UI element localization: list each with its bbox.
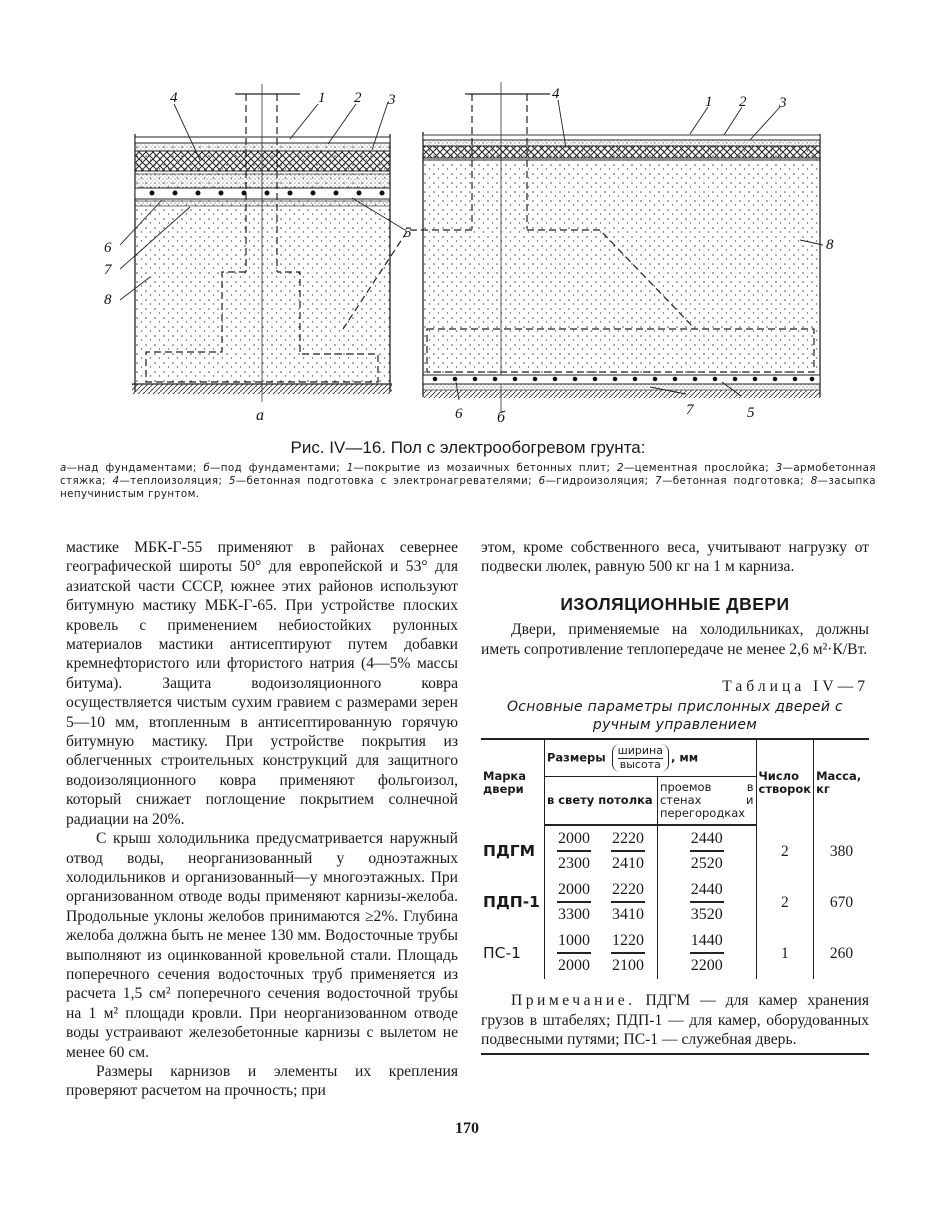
paragraph: Размеры карнизов и элементы их крепления проверяют расчетом на прочность; при bbox=[66, 1062, 458, 1100]
svg-text:8: 8 bbox=[826, 237, 834, 253]
legend-key: 4 bbox=[112, 475, 120, 487]
size-fraction-width: ширина bbox=[617, 744, 663, 758]
header-sizes-label: Размеры bbox=[546, 750, 606, 765]
height: 3300 bbox=[557, 906, 590, 924]
legend-key: 6 bbox=[538, 475, 546, 487]
height: 2300 bbox=[557, 855, 590, 873]
figure-legend bbox=[60, 462, 876, 501]
legend-key: 5 bbox=[228, 475, 236, 487]
legend-text: —гидроизоляция; bbox=[545, 475, 656, 487]
svg-text:4: 4 bbox=[552, 86, 560, 102]
height: 2410 bbox=[611, 855, 644, 873]
svg-text:1: 1 bbox=[705, 94, 713, 110]
fraction bbox=[557, 931, 591, 976]
figure-title: Рис. IV—16. Пол с электрообогревом грунта: bbox=[290, 438, 646, 457]
width: 2000 bbox=[557, 880, 591, 903]
svg-text:3: 3 bbox=[388, 92, 396, 108]
legend-text: —цементная прослойка; bbox=[623, 462, 776, 474]
svg-text:3: 3 bbox=[779, 95, 787, 111]
table-label: Таблица IV—7 bbox=[722, 678, 869, 696]
width: 2000 bbox=[557, 829, 591, 852]
legend-text: —теплоизоляция; bbox=[119, 475, 229, 487]
door-mark: ПС-1 bbox=[481, 928, 544, 979]
legend-key: 7 bbox=[655, 475, 663, 487]
fraction bbox=[690, 829, 724, 874]
table-row bbox=[481, 928, 869, 979]
clear-size bbox=[544, 877, 657, 928]
svg-text:5: 5 bbox=[747, 405, 755, 421]
svg-text:8: 8 bbox=[104, 292, 112, 308]
header-leaves: Число створок bbox=[756, 739, 814, 825]
table-row bbox=[481, 877, 869, 928]
legend-text: —засыпка непучинистым грунтом. bbox=[60, 475, 876, 500]
width: 1440 bbox=[690, 931, 724, 954]
legend-text: —бетонная подготовка; bbox=[662, 475, 811, 487]
size-unit: , мм bbox=[670, 750, 699, 765]
paragraph: Двери, применяемые на холодильниках, должны иметь сопротивление теплопередаче не менее 2,6 м²·К/Вт. bbox=[481, 621, 869, 658]
width: 2440 bbox=[690, 829, 724, 852]
width: 1220 bbox=[611, 931, 645, 954]
height: 3410 bbox=[611, 906, 644, 924]
opening-size bbox=[657, 825, 756, 877]
legend-key: 8 bbox=[810, 475, 818, 487]
fraction bbox=[611, 931, 645, 976]
leaves-count: 2 bbox=[756, 877, 814, 928]
paragraph: этом, кроме собственного веса, учитывают нагрузку от подвески люлек, равную 500 кг на 1 м карниза. bbox=[481, 539, 869, 576]
table-note bbox=[481, 991, 869, 1054]
paragraph: С крыш холодильника предусматривается наружный отвод воды, неорганизованный у одноэтажных холодильников и организованный—у многоэтажных. При организованном отводе воды применяют карнизы-желоба. Продольные уклоны желобов принимаются ≥2%. Глубина желоба должна быть не менее 130 мм. Водосточные трубы выполняют из оцинкованной кровельной стали. Площадь поперечного сечения водосточных труб применяется из расчета 1,5 см² поперечного сечения водосточной трубы на 1 м² площади кровли. При неорганизованном отводе воды устраивают железобетонные карнизы с вылетом не менее 60 см. bbox=[66, 830, 458, 1061]
legend-key: 2 bbox=[617, 462, 624, 474]
height: 3520 bbox=[690, 906, 723, 924]
header-mass: Масса, кг bbox=[816, 768, 862, 796]
legend-text: —бетонная подготовка с электронагревателями; bbox=[235, 475, 539, 487]
svg-text:5: 5 bbox=[404, 225, 412, 241]
fraction bbox=[690, 931, 724, 976]
header-clear-size: в свету потолка bbox=[544, 777, 657, 826]
clear-size bbox=[544, 928, 657, 979]
door-mark: ПДП-1 bbox=[481, 877, 544, 928]
svg-text:6: 6 bbox=[455, 406, 463, 422]
height: 2000 bbox=[557, 957, 590, 975]
svg-text:а: а bbox=[256, 407, 264, 424]
floor-section-drawing bbox=[90, 82, 850, 432]
svg-text:7: 7 bbox=[104, 262, 112, 278]
fraction bbox=[557, 829, 591, 874]
svg-text:б: б bbox=[497, 409, 506, 426]
width: 2220 bbox=[611, 829, 645, 852]
height: 2100 bbox=[611, 957, 644, 975]
left-column bbox=[66, 538, 458, 1101]
legend-text: —под фундаментами; bbox=[210, 462, 347, 474]
table-row bbox=[481, 825, 869, 877]
section-heading: ИЗОЛЯЦИОННЫЕ ДВЕРИ bbox=[560, 593, 790, 614]
leaves-count: 2 bbox=[756, 825, 814, 877]
doors-table bbox=[481, 738, 869, 979]
legend-key: 1 bbox=[346, 462, 354, 474]
width: 1000 bbox=[557, 931, 591, 954]
height: 2520 bbox=[690, 855, 723, 873]
svg-text:1: 1 bbox=[318, 90, 326, 106]
legend-key: б bbox=[203, 462, 211, 474]
fraction bbox=[611, 829, 645, 874]
figure-caption bbox=[60, 438, 876, 501]
fraction bbox=[611, 880, 645, 925]
legend-text: —над фундаментами; bbox=[66, 462, 204, 474]
table-title: Основные параметры прислонных дверей с ручным управлением bbox=[506, 699, 843, 734]
svg-text:7: 7 bbox=[686, 402, 694, 418]
legend-key: а bbox=[60, 462, 67, 474]
width: 2440 bbox=[690, 880, 724, 903]
right-column bbox=[481, 538, 869, 1055]
svg-text:4: 4 bbox=[170, 90, 178, 106]
door-mark: ПДГМ bbox=[481, 825, 544, 877]
header-opening-size: проемов в стенах и перегородках bbox=[657, 777, 756, 826]
width: 2220 bbox=[611, 880, 645, 903]
clear-size bbox=[544, 825, 657, 877]
size-fraction-height: высота bbox=[619, 758, 661, 772]
mass-value: 380 bbox=[829, 842, 854, 860]
mass-value: 260 bbox=[829, 945, 854, 963]
note-label: Примечание. bbox=[511, 992, 636, 1010]
svg-text:2: 2 bbox=[354, 90, 362, 106]
page-number: 170 bbox=[455, 1120, 479, 1137]
panel-a bbox=[104, 84, 412, 424]
opening-size bbox=[657, 928, 756, 979]
note-text: ПДГМ — для камер хранения грузов в штабелях; ПДП-1 — для камер, оборудованных подвесными путями; ПС-1 — служебная дверь. bbox=[481, 992, 869, 1049]
panel-b bbox=[343, 82, 834, 426]
svg-text:2: 2 bbox=[739, 94, 747, 110]
header-sizes bbox=[544, 739, 756, 777]
height: 2200 bbox=[690, 957, 723, 975]
mass-value: 670 bbox=[829, 894, 854, 912]
legend-key: 3 bbox=[775, 462, 783, 474]
svg-text:6: 6 bbox=[104, 240, 112, 256]
legend-text: —армобетонная стяжка; bbox=[60, 462, 876, 487]
leaves-count: 1 bbox=[756, 928, 814, 979]
figure-floor-heating bbox=[90, 82, 850, 432]
legend-text: —покрытие из мозаичных бетонных плит; bbox=[353, 462, 617, 474]
size-fraction bbox=[612, 744, 669, 772]
paragraph: мастике МБК-Г-55 применяют в районах севернее географической широты 50° для европейской и 53° для азиатской части СССР, южнее этих районов используют битумную мастику МБК-Г-65. При устройстве плоских кровель с применением небиостойких рулонных материалов мастики антисептируют путем добавки кремнефтористого или фтористого натрия (4—5% массы битума). Защита водоизоляционного ковра осуществляется чистым сухим гравием с размерами зерен 5—10 мм, втопленным в антисептированную горячую битумную мастику. При устройстве покрытия из облегченных строительных конструкций для защитного водоизоляционного ковра применяют фольгоизол, который снижает поглощение покрытием солнечной радиации на 20%. bbox=[66, 539, 458, 828]
fraction bbox=[557, 880, 591, 925]
fraction bbox=[690, 880, 724, 925]
opening-size bbox=[657, 877, 756, 928]
header-mark: Марка двери bbox=[481, 739, 544, 825]
